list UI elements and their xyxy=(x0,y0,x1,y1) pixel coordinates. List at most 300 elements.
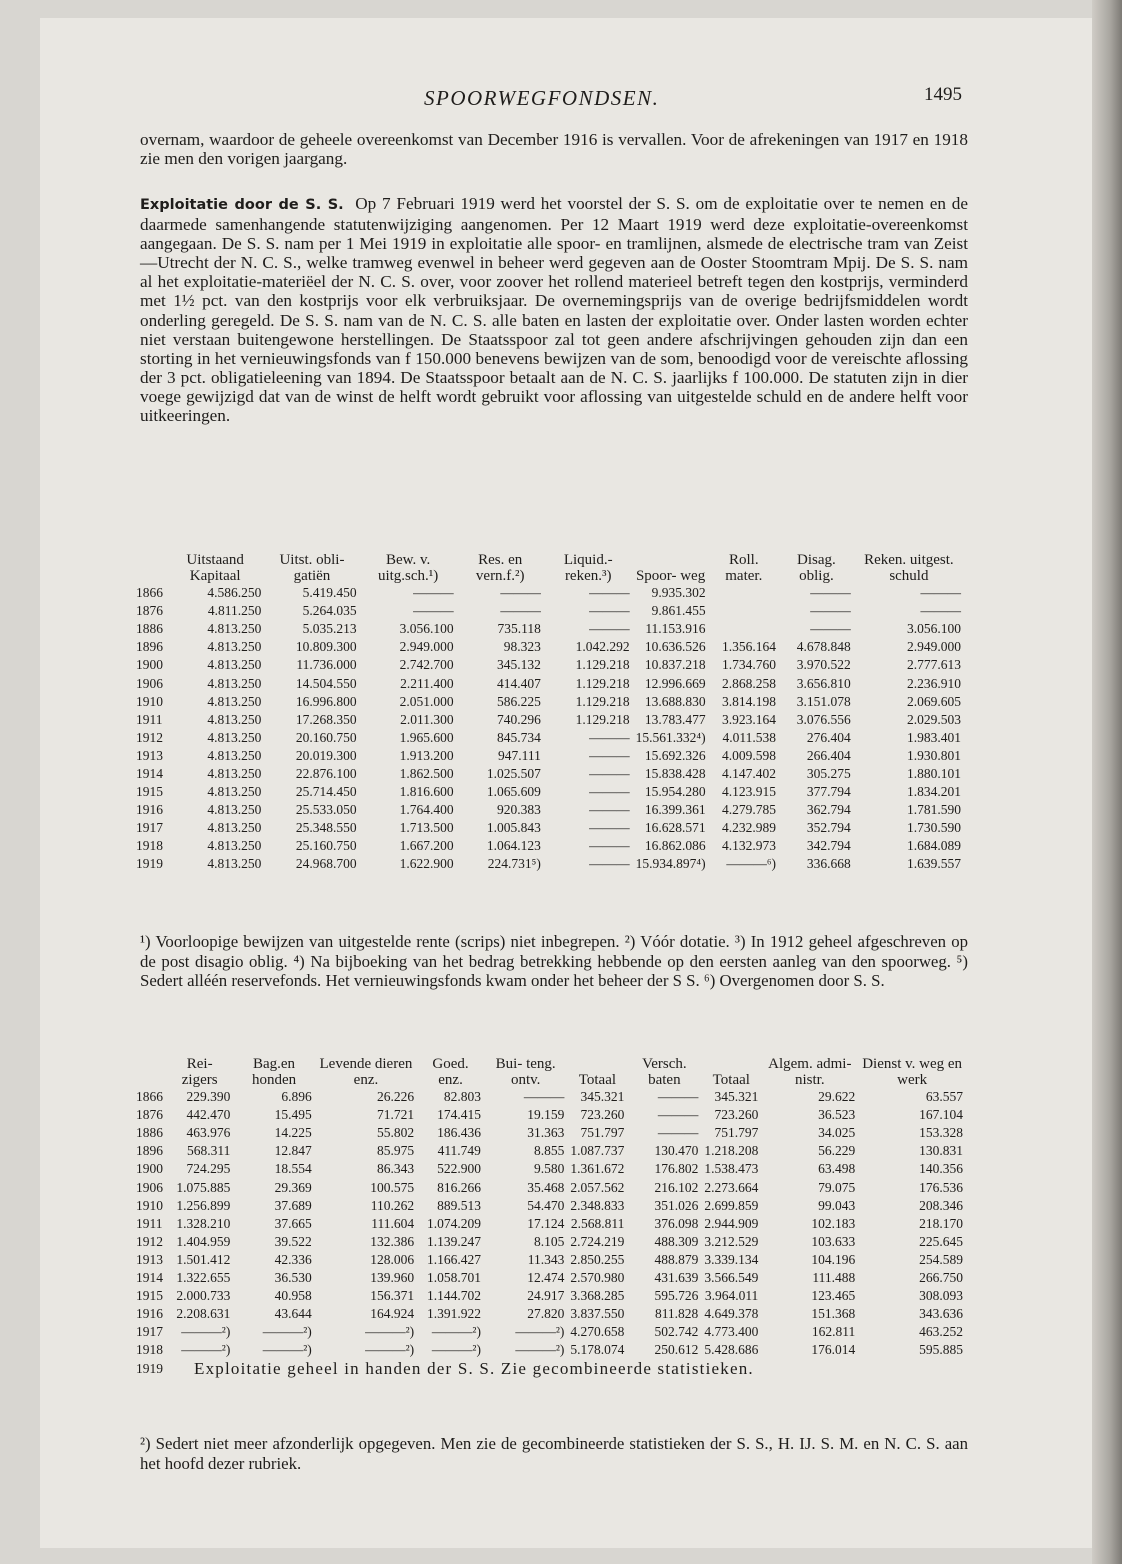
table-cell: 14.504.550 xyxy=(295,675,357,691)
table-cell: ——— xyxy=(810,585,851,601)
table-cell: 9.580 xyxy=(534,1161,565,1177)
table-cell: 3.151.078 xyxy=(796,693,851,709)
table-cell: ——— xyxy=(810,621,851,637)
year-cell: 1896 xyxy=(136,639,163,655)
table-cell: ——— xyxy=(589,747,630,763)
year-cell: 1876 xyxy=(136,1107,163,1123)
table-cell: 29.622 xyxy=(818,1089,856,1105)
table-cell: 24.968.700 xyxy=(295,856,357,872)
table-row xyxy=(136,747,964,765)
table-cell: 123.465 xyxy=(811,1288,856,1304)
table-cell xyxy=(709,620,779,638)
page-header xyxy=(0,72,1122,112)
table-cell: ——— xyxy=(589,621,630,637)
table-cell: 2.069.605 xyxy=(907,693,961,709)
table-cell: ———²) xyxy=(181,1342,231,1358)
table-cell: 1.166.427 xyxy=(426,1251,481,1267)
table-cell: 15.692.326 xyxy=(644,747,706,763)
table-cell: 174.415 xyxy=(437,1107,481,1123)
table2-header-8: Totaal xyxy=(712,1072,750,1088)
table-cell: 12.474 xyxy=(527,1269,565,1285)
table-cell: 5.035.213 xyxy=(302,621,357,637)
footnotes-2: ²) Sedert niet meer afzonderlijk opgegeven. Men zie de gecombineerde statistieken der S. S., H. IJ. S. M. en N. C. S. aan het hoofd dezer rubriek. xyxy=(140,1434,968,1473)
table-row xyxy=(136,1305,966,1323)
table-cell: 224.731⁵) xyxy=(487,856,541,872)
table-cell: 4.813.250 xyxy=(207,639,262,655)
table-cell: 40.958 xyxy=(274,1288,312,1304)
table-cell: 1.087.737 xyxy=(570,1143,625,1159)
year-cell: 1918 xyxy=(136,838,163,854)
year-cell: 1913 xyxy=(136,747,163,763)
table-cell: 751.797 xyxy=(714,1125,759,1141)
year-cell: 1915 xyxy=(136,784,163,800)
table-cell: 3.964.011 xyxy=(704,1288,759,1304)
table-cell: 502.742 xyxy=(654,1324,699,1340)
table-cell: 176.014 xyxy=(811,1342,856,1358)
year-cell: 1917 xyxy=(136,820,163,836)
year-cell: 1886 xyxy=(136,1125,163,1141)
table-row xyxy=(136,819,964,837)
table-cell: 4.813.250 xyxy=(207,693,262,709)
table-cell: 15.954.280 xyxy=(644,784,706,800)
table-cell: 10.837.218 xyxy=(644,657,706,673)
table-cell: 1.361.672 xyxy=(570,1161,625,1177)
table-cell: 1.058.701 xyxy=(426,1269,481,1285)
table-cell: ———²) xyxy=(515,1342,565,1358)
table-cell: 250.612 xyxy=(654,1342,699,1358)
table-cell: 103.633 xyxy=(811,1233,856,1249)
table-cell: 8.105 xyxy=(534,1233,565,1249)
table-cell: 2.868.258 xyxy=(722,675,777,691)
table-cell: 568.311 xyxy=(186,1143,231,1159)
table-cell: 735.118 xyxy=(497,621,541,637)
table-cell: 2.949.000 xyxy=(399,639,454,655)
table-cell: 16.399.361 xyxy=(644,802,706,818)
table2-header-2: Bag.en honden xyxy=(251,1056,297,1088)
table-cell: 1.983.401 xyxy=(907,729,961,745)
table-cell: 4.123.915 xyxy=(722,784,777,800)
table-cell: ——— xyxy=(589,838,630,854)
table-cell: 3.212.529 xyxy=(704,1233,759,1249)
table-cell: 42.336 xyxy=(274,1251,312,1267)
table-cell: ——— xyxy=(589,802,630,818)
table-cell: 345.321 xyxy=(580,1089,625,1105)
table-cell: 723.260 xyxy=(714,1107,759,1123)
table-cell: 1.129.218 xyxy=(575,711,630,727)
table-cell: 1.667.200 xyxy=(399,838,454,854)
table-cell: 1.074.209 xyxy=(426,1215,481,1231)
table-cell: 43.644 xyxy=(274,1306,312,1322)
table-row xyxy=(136,1124,966,1142)
table-cell: 723.260 xyxy=(580,1107,625,1123)
table-row xyxy=(136,1142,966,1160)
table1-header-2: Uitst. obli- gatiën xyxy=(279,552,345,584)
table-cell: 3.056.100 xyxy=(399,621,454,637)
table-row xyxy=(136,1269,966,1287)
table-cell: 1.391.922 xyxy=(426,1306,481,1322)
table-cell: 4.813.250 xyxy=(207,765,262,781)
table-cell: 352.794 xyxy=(806,820,851,836)
table-cell: 164.924 xyxy=(370,1306,415,1322)
table-cell: ——— xyxy=(589,765,630,781)
table-cell: 345.132 xyxy=(496,657,541,673)
table-cell: 17.268.350 xyxy=(295,711,357,727)
table-cell: 2.949.000 xyxy=(907,639,961,655)
table-cell: 14.225 xyxy=(274,1125,312,1141)
table-cell: 1.684.089 xyxy=(907,838,961,854)
table-cell: 4.009.598 xyxy=(722,747,777,763)
table-cell: 336.668 xyxy=(806,856,851,872)
year-cell: 1917 xyxy=(136,1324,163,1340)
table-cell: 110.262 xyxy=(370,1197,415,1213)
table-cell: 4.813.250 xyxy=(207,856,262,872)
table-cell: 35.468 xyxy=(527,1179,565,1195)
table-cell: 3.656.810 xyxy=(796,675,851,691)
table-cell: ——— xyxy=(589,603,630,619)
table-cell: 1.880.101 xyxy=(907,765,961,781)
table-cell: ——— xyxy=(920,603,961,619)
table-cell: 1.042.292 xyxy=(575,639,630,655)
table-cell: 4.813.250 xyxy=(207,657,262,673)
table-cell: 4.811.250 xyxy=(207,603,262,619)
page-edge xyxy=(1092,0,1122,1564)
table-cell: 276.404 xyxy=(806,729,851,745)
table2-header-3: Levende dieren enz. xyxy=(319,1056,413,1088)
table-cell: 1.129.218 xyxy=(575,675,630,691)
table-row xyxy=(136,729,964,747)
table-cell: 816.266 xyxy=(437,1179,481,1195)
table-cell: 5.264.035 xyxy=(302,603,357,619)
table-cell: 1.713.500 xyxy=(399,820,454,836)
table-cell: 724.295 xyxy=(186,1161,231,1177)
year-cell: 1876 xyxy=(136,603,163,619)
table-cell: 414.407 xyxy=(496,675,541,691)
table-cell: 15.838.428 xyxy=(644,765,706,781)
table1-header-9: Reken. uitgest. schuld xyxy=(864,552,954,584)
table-cell: 132.386 xyxy=(370,1233,415,1249)
table-cell: 176.802 xyxy=(654,1161,699,1177)
year-cell: 1900 xyxy=(136,657,163,673)
table-cell: 3.056.100 xyxy=(907,621,961,637)
table-cell: 2.208.631 xyxy=(176,1306,231,1322)
table-cell: ———²) xyxy=(515,1324,565,1340)
table-cell: ——— xyxy=(589,784,630,800)
table-cell: 1.322.655 xyxy=(176,1269,231,1285)
table-cell: 2.777.613 xyxy=(907,657,961,673)
table-cell: 1.144.702 xyxy=(426,1288,481,1304)
table-cell: 920.383 xyxy=(496,802,541,818)
table-cell: 343.636 xyxy=(919,1306,963,1322)
table-cell: 36.523 xyxy=(818,1107,856,1123)
year-cell: 1915 xyxy=(136,1288,163,1304)
footnotes-1: ¹) Voorloopige bewijzen van uitgestelde rente (scrips) niet inbegrepen. ²) Vóór dotatie. ³) In 1912 geheel afgeschreven op de post disagio oblig. ⁴) Na bijboeking van het bedrag betrekking hebbende op den eersten aanleg van den spoorweg. ⁵) Sedert alléén reservefonds. Het vernieuwingsfonds kwam onder het beheer der S S. ⁶) Overgenomen door S. S. xyxy=(140,932,968,991)
table2-header-5: Bui- teng. ontv. xyxy=(495,1056,556,1088)
table-cell: 4.813.250 xyxy=(207,675,262,691)
table-cell: 8.855 xyxy=(534,1143,565,1159)
table-cell: 1.930.801 xyxy=(907,747,961,763)
table-cell: 12.996.669 xyxy=(644,675,706,691)
year-cell: 1866 xyxy=(136,585,163,601)
table-cell: ——— xyxy=(589,820,630,836)
table-cell: 1.913.200 xyxy=(399,747,454,763)
table-cell: 488.879 xyxy=(654,1251,699,1267)
table-cell: ———²) xyxy=(181,1324,231,1340)
table-cell: 1.256.899 xyxy=(176,1197,231,1213)
table1-header-1: Uitstaand Kapitaal xyxy=(186,552,244,584)
table-cell: 1.734.760 xyxy=(722,657,777,673)
year-cell: 1906 xyxy=(136,1179,163,1195)
footnotes-table1 xyxy=(140,932,968,991)
table-cell: 1.075.885 xyxy=(176,1179,231,1195)
table-row xyxy=(136,584,964,602)
table-cell: 2.348.833 xyxy=(570,1197,625,1213)
table-row xyxy=(136,602,964,620)
table-cell: 4.132.973 xyxy=(722,838,777,854)
year-cell: 1866 xyxy=(136,1089,163,1105)
table-cell: 595.885 xyxy=(919,1342,963,1358)
table-cell: 20.160.750 xyxy=(295,729,357,745)
year-cell: 1916 xyxy=(136,1306,163,1322)
table-cell: 5.419.450 xyxy=(302,585,357,601)
table-cell: 25.714.450 xyxy=(295,784,357,800)
table-cell: 2.011.300 xyxy=(400,711,454,727)
table-cell: 740.296 xyxy=(496,711,541,727)
year-cell: 1914 xyxy=(136,1269,163,1285)
table-cell: 1.065.609 xyxy=(486,784,541,800)
table-cell: 254.589 xyxy=(919,1251,963,1267)
table-cell: 1.005.843 xyxy=(486,820,541,836)
table-cell: 1.862.500 xyxy=(399,765,454,781)
table-cell: ———⁶) xyxy=(726,856,777,872)
table-cell: 10.636.526 xyxy=(644,639,706,655)
table-cell: 111.604 xyxy=(371,1215,415,1231)
table2-header-4: Goed. enz. xyxy=(432,1056,469,1088)
table-cell: 54.470 xyxy=(527,1197,565,1213)
table-cell: 86.343 xyxy=(377,1161,415,1177)
table-cell: 4.813.250 xyxy=(207,621,262,637)
table2-header-1: Rei- zigers xyxy=(181,1056,218,1088)
table-cell: 26.226 xyxy=(377,1089,415,1105)
table-cell: 4.147.402 xyxy=(722,765,777,781)
table-cell: 4.279.785 xyxy=(722,802,777,818)
table-cell: 463.252 xyxy=(919,1324,963,1340)
table-cell: 1.025.507 xyxy=(486,765,541,781)
table-cell: ———²) xyxy=(365,1342,415,1358)
table-cell: 4.813.250 xyxy=(207,747,262,763)
table-cell: ——— xyxy=(523,1089,565,1105)
table-cell: 2.057.562 xyxy=(570,1179,625,1195)
table-row xyxy=(136,674,964,692)
table-cell: 3.339.134 xyxy=(704,1251,759,1267)
section-heading: Exploitatie door de S. S. xyxy=(140,197,344,213)
year-cell: 1910 xyxy=(136,1197,163,1213)
table-cell: ——— xyxy=(413,603,454,619)
table-cell: 140.356 xyxy=(919,1161,963,1177)
table2-header-9: Algem. admi- nistr. xyxy=(768,1056,852,1088)
table1-header-7: Roll. mater. xyxy=(725,552,763,584)
table-cell: 5.178.074 xyxy=(570,1342,625,1358)
table-cell: 1.356.164 xyxy=(722,639,777,655)
table-cell: 1.639.557 xyxy=(907,856,961,872)
table-cell: ——— xyxy=(589,729,630,745)
table-cell: 71.721 xyxy=(377,1107,415,1123)
table-cell: 37.689 xyxy=(274,1197,312,1213)
year-cell: 1912 xyxy=(136,729,163,745)
table-cell: 2.273.664 xyxy=(704,1179,759,1195)
section-paragraph xyxy=(140,194,968,425)
table-cell: 3.923.164 xyxy=(722,711,777,727)
table-cell: 342.794 xyxy=(806,838,851,854)
year-cell: 1900 xyxy=(136,1161,163,1177)
table-cell: 15.561.332⁴) xyxy=(635,729,706,745)
table-cell: ——— xyxy=(657,1089,699,1105)
table-cell: 1.816.600 xyxy=(399,784,454,800)
section-exploitatie xyxy=(140,194,968,425)
table-cell: 16.862.086 xyxy=(644,838,706,854)
table-cell: 431.639 xyxy=(654,1269,699,1285)
table-row xyxy=(136,620,964,638)
table-cell: 130.470 xyxy=(654,1143,699,1159)
intro-paragraph-block xyxy=(140,130,968,168)
table-row xyxy=(136,1323,966,1341)
table-row xyxy=(136,1197,966,1215)
table-cell: 55.802 xyxy=(377,1125,415,1141)
intro-paragraph: overnam, waardoor de geheele overeenkomst van December 1916 is vervallen. Voor de afrekeningen van 1917 en 1918 zie men den vorigen jaargang. xyxy=(140,130,968,169)
table-cell: 2.742.700 xyxy=(399,657,454,673)
table-cell: ———²) xyxy=(431,1342,481,1358)
table-cell: 4.813.250 xyxy=(207,838,262,854)
table-cell: 488.309 xyxy=(654,1233,699,1249)
table-row xyxy=(136,711,964,729)
table-cell: 37.665 xyxy=(274,1215,312,1231)
table-cell: 4.678.848 xyxy=(796,639,851,655)
table1-header-5: Liquid.- reken.³) xyxy=(563,552,613,584)
table-cell xyxy=(709,602,779,620)
table-cell: 266.404 xyxy=(806,747,851,763)
table-row xyxy=(136,855,964,873)
table-row xyxy=(136,1251,966,1269)
balance-table xyxy=(136,552,964,874)
table-cell: 308.093 xyxy=(919,1288,963,1304)
table-cell: 345.321 xyxy=(714,1089,759,1105)
table-row xyxy=(136,801,964,819)
table2-header-10: Dienst v. weg en werk xyxy=(862,1056,963,1088)
table-row xyxy=(136,1341,966,1359)
year-cell: 1919 xyxy=(136,856,163,872)
table-cell: 186.436 xyxy=(437,1125,481,1141)
table-row xyxy=(136,1088,966,1106)
table-cell xyxy=(709,584,779,602)
table-cell: 947.111 xyxy=(497,747,541,763)
final-row-note: Exploitatie geheel in handen der S. S. Zie gecombineerde statistieken. xyxy=(194,1359,754,1379)
footnotes-table2 xyxy=(140,1434,968,1473)
table-cell: 4.813.250 xyxy=(207,820,262,836)
table-cell: ——— xyxy=(810,603,851,619)
table-cell: 13.783.477 xyxy=(644,711,706,727)
table-cell: 3.076.556 xyxy=(796,711,851,727)
table-cell: 4.813.250 xyxy=(207,802,262,818)
running-title: SPOORWEGFONDSEN. xyxy=(424,86,660,110)
table-cell: 56.229 xyxy=(818,1143,856,1159)
table-cell: 19.159 xyxy=(527,1107,565,1123)
table-cell: 4.773.400 xyxy=(704,1324,759,1340)
table-cell: 100.575 xyxy=(370,1179,415,1195)
table-row xyxy=(136,765,964,783)
page-number: 1495 xyxy=(924,84,962,105)
table-cell: 845.734 xyxy=(496,729,541,745)
table-cell: 13.688.830 xyxy=(644,693,706,709)
table-row xyxy=(136,638,964,656)
table-cell: 31.363 xyxy=(527,1125,565,1141)
table-cell: 4.649.378 xyxy=(704,1306,759,1322)
table-cell: 1.622.900 xyxy=(399,856,454,872)
table-cell: 4.011.538 xyxy=(722,729,777,745)
table-cell: ———²) xyxy=(431,1324,481,1340)
revenue-table xyxy=(136,1056,966,1379)
table-cell: 36.530 xyxy=(274,1269,312,1285)
table-cell: 2.236.910 xyxy=(907,675,961,691)
table-cell: 24.917 xyxy=(527,1288,565,1304)
table-cell: 4.270.658 xyxy=(570,1324,625,1340)
table-cell: 586.225 xyxy=(496,693,541,709)
table-cell: 16.628.571 xyxy=(644,820,706,836)
table-cell: 2.568.811 xyxy=(570,1215,625,1231)
year-cell: 1911 xyxy=(136,711,163,727)
table-row xyxy=(136,1215,966,1233)
table-cell: 4.232.989 xyxy=(722,820,777,836)
table-cell: 376.098 xyxy=(654,1215,699,1231)
table-cell: ——— xyxy=(500,603,541,619)
table-cell: 1.129.218 xyxy=(575,693,630,709)
table-cell: 15.934.897⁴) xyxy=(635,856,706,872)
table-cell: 5.428.686 xyxy=(704,1342,759,1358)
table-cell: 4.813.250 xyxy=(207,729,262,745)
year-cell: 1918 xyxy=(136,1342,163,1358)
year-cell: 1911 xyxy=(136,1215,163,1231)
table2-header-0 xyxy=(136,1056,166,1088)
table-cell: 25.160.750 xyxy=(295,838,357,854)
table1-header-3: Bew. v. uitg.sch.¹) xyxy=(377,552,439,584)
table-cell: 9.935.302 xyxy=(651,585,706,601)
table-cell: 442.470 xyxy=(186,1107,231,1123)
table-cell: 351.026 xyxy=(654,1197,699,1213)
table-cell: 162.811 xyxy=(811,1324,856,1340)
table-cell: 3.837.550 xyxy=(570,1306,625,1322)
table-cell: ——— xyxy=(500,585,541,601)
table-cell: 167.104 xyxy=(919,1107,963,1123)
table-cell: 1.965.600 xyxy=(399,729,454,745)
table-cell: 20.019.300 xyxy=(295,747,357,763)
table-cell: 18.554 xyxy=(274,1161,312,1177)
table-row xyxy=(136,837,964,855)
year-cell: 1886 xyxy=(136,621,163,637)
table-cell: ——— xyxy=(589,585,630,601)
table-cell: 1.328.210 xyxy=(176,1215,231,1231)
table-row xyxy=(136,693,964,711)
table-cell: 12.847 xyxy=(274,1143,312,1159)
year-cell: 1916 xyxy=(136,802,163,818)
table-cell: 216.102 xyxy=(654,1179,699,1195)
table-cell: 22.876.100 xyxy=(295,765,357,781)
table-cell: 305.275 xyxy=(806,765,851,781)
table-cell: ———²) xyxy=(262,1324,312,1340)
table-row xyxy=(136,783,964,801)
table-cell: 1.730.590 xyxy=(907,820,961,836)
table-cell: ——— xyxy=(657,1125,699,1141)
table-cell: 229.390 xyxy=(186,1089,231,1105)
table-cell: 3.566.549 xyxy=(704,1269,759,1285)
table-cell: 10.809.300 xyxy=(295,639,357,655)
